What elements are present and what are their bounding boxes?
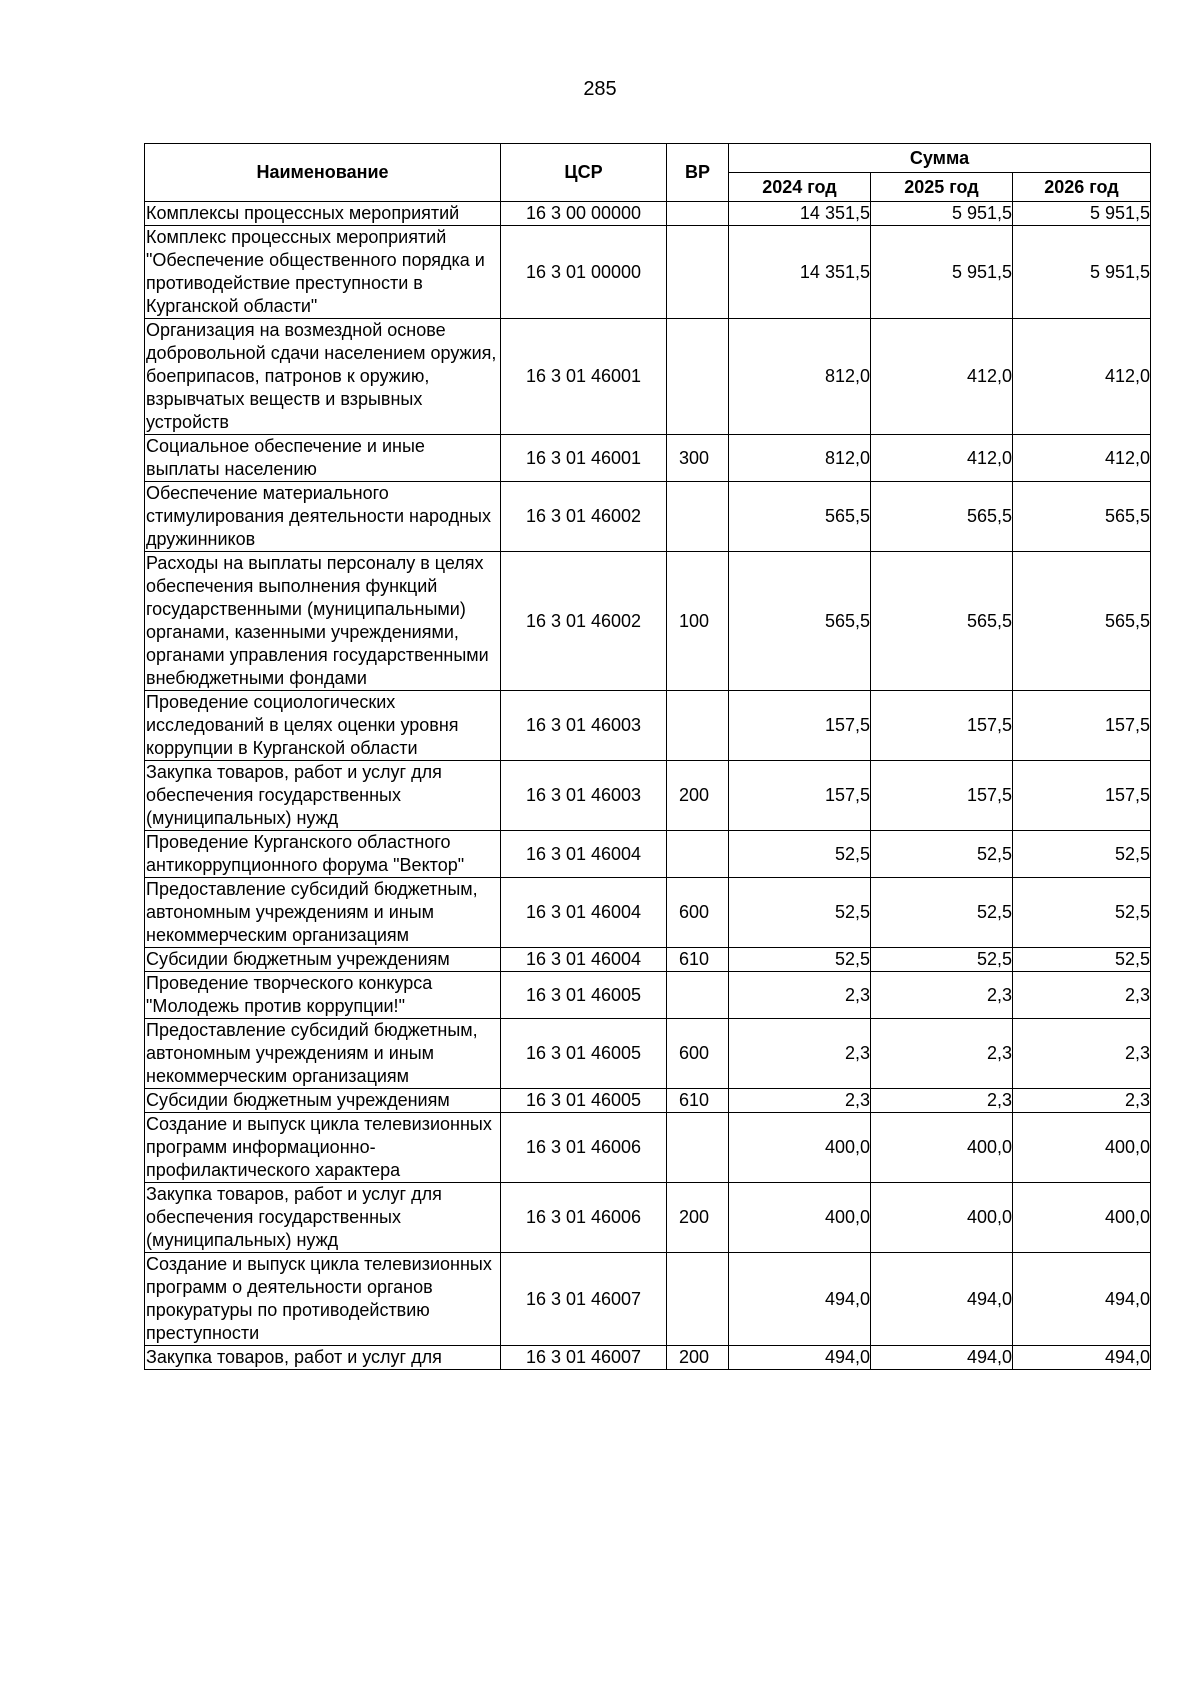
row-sum-2026: 494,0: [1013, 1253, 1151, 1346]
row-csr: 16 3 01 46002: [501, 552, 667, 691]
table-row: [145, 1019, 1151, 1089]
row-csr: 16 3 01 46004: [501, 948, 667, 972]
row-sum-2024: 157,5: [729, 691, 871, 761]
table-row: [145, 691, 1151, 761]
row-name: Закупка товаров, работ и услуг для: [145, 1346, 501, 1370]
row-vr: [667, 226, 729, 319]
row-name: Предоставление субсидий бюджетным, автономным учреждениям и иным некоммерческим организациям: [145, 878, 501, 948]
row-sum-2024: 565,5: [729, 552, 871, 691]
row-sum-2024: 565,5: [729, 482, 871, 552]
row-csr: 16 3 01 46001: [501, 319, 667, 435]
row-name: Создание и выпуск цикла телевизионных программ о деятельности органов прокуратуры по противодействию преступности: [145, 1253, 501, 1346]
row-csr: 16 3 01 46003: [501, 691, 667, 761]
row-sum-2026: 2,3: [1013, 972, 1151, 1019]
table-row: [145, 878, 1151, 948]
row-sum-2024: 14 351,5: [729, 226, 871, 319]
row-csr: 16 3 01 46005: [501, 1019, 667, 1089]
row-sum-2024: 2,3: [729, 972, 871, 1019]
row-sum-2025: 52,5: [871, 948, 1013, 972]
table-row: [145, 1346, 1151, 1370]
row-vr: [667, 831, 729, 878]
row-sum-2024: 52,5: [729, 878, 871, 948]
row-sum-2025: 400,0: [871, 1113, 1013, 1183]
row-sum-2024: 812,0: [729, 435, 871, 482]
row-vr: 600: [667, 1019, 729, 1089]
row-csr: 16 3 01 46005: [501, 972, 667, 1019]
row-sum-2026: 400,0: [1013, 1113, 1151, 1183]
table-row: [145, 831, 1151, 878]
row-vr: [667, 482, 729, 552]
row-name: Проведение социологических исследований в целях оценки уровня коррупции в Курганской области: [145, 691, 501, 761]
row-csr: 16 3 01 46005: [501, 1089, 667, 1113]
table-body: [145, 202, 1151, 1370]
row-name: Комплексы процессных мероприятий: [145, 202, 501, 226]
header-vr: ВР: [667, 144, 729, 202]
row-name: Предоставление субсидий бюджетным, автономным учреждениям и иным некоммерческим организациям: [145, 1019, 501, 1089]
row-csr: 16 3 00 00000: [501, 202, 667, 226]
page-number: 285: [583, 78, 617, 100]
table-row: [145, 972, 1151, 1019]
row-sum-2025: 52,5: [871, 878, 1013, 948]
row-name: Субсидии бюджетным учреждениям: [145, 1089, 501, 1113]
row-name: Проведение творческого конкурса "Молодежь против коррупции!": [145, 972, 501, 1019]
row-sum-2025: 400,0: [871, 1183, 1013, 1253]
table-row: [145, 319, 1151, 435]
row-csr: 16 3 01 46007: [501, 1346, 667, 1370]
table-row: [145, 948, 1151, 972]
row-sum-2026: 565,5: [1013, 482, 1151, 552]
row-csr: 16 3 01 46001: [501, 435, 667, 482]
row-sum-2026: 412,0: [1013, 319, 1151, 435]
table-row: [145, 1113, 1151, 1183]
row-name: Создание и выпуск цикла телевизионных программ информационно-профилактического характера: [145, 1113, 501, 1183]
row-vr: [667, 691, 729, 761]
row-name: Проведение Курганского областного антикоррупционного форума "Вектор": [145, 831, 501, 878]
row-csr: 16 3 01 46002: [501, 482, 667, 552]
header-name: Наименование: [145, 144, 501, 202]
row-sum-2025: 2,3: [871, 1019, 1013, 1089]
row-vr: 610: [667, 948, 729, 972]
table-row: [145, 552, 1151, 691]
table-row: [145, 226, 1151, 319]
row-sum-2025: 52,5: [871, 831, 1013, 878]
row-sum-2026: 565,5: [1013, 552, 1151, 691]
row-name: Организация на возмездной основе добровольной сдачи населением оружия, боеприпасов, патронов к оружию, взрывчатых веществ и взрывных устройств: [145, 319, 501, 435]
row-sum-2024: 494,0: [729, 1346, 871, 1370]
row-sum-2025: 565,5: [871, 482, 1013, 552]
row-sum-2024: 14 351,5: [729, 202, 871, 226]
row-csr: 16 3 01 46004: [501, 878, 667, 948]
row-sum-2026: 412,0: [1013, 435, 1151, 482]
row-sum-2026: 52,5: [1013, 878, 1151, 948]
row-vr: 100: [667, 552, 729, 691]
row-name: Социальное обеспечение и иные выплаты населению: [145, 435, 501, 482]
row-name: Субсидии бюджетным учреждениям: [145, 948, 501, 972]
row-sum-2024: 2,3: [729, 1019, 871, 1089]
row-vr: [667, 1113, 729, 1183]
row-sum-2026: 52,5: [1013, 948, 1151, 972]
row-sum-2024: 400,0: [729, 1113, 871, 1183]
table-header: [145, 144, 1151, 202]
row-vr: 300: [667, 435, 729, 482]
row-sum-2025: 2,3: [871, 972, 1013, 1019]
table-row: [145, 1183, 1151, 1253]
row-csr: 16 3 01 46007: [501, 1253, 667, 1346]
row-sum-2024: 52,5: [729, 831, 871, 878]
row-sum-2025: 5 951,5: [871, 202, 1013, 226]
row-name: Закупка товаров, работ и услуг для обеспечения государственных (муниципальных) нужд: [145, 761, 501, 831]
row-sum-2024: 52,5: [729, 948, 871, 972]
row-csr: 16 3 01 46006: [501, 1113, 667, 1183]
row-sum-2026: 494,0: [1013, 1346, 1151, 1370]
row-sum-2025: 157,5: [871, 691, 1013, 761]
table-row: [145, 1089, 1151, 1113]
row-sum-2025: 565,5: [871, 552, 1013, 691]
row-name: Расходы на выплаты персоналу в целях обеспечения выполнения функций государственными (муниципальными) органами, казенными учреждениями, органами управления государственными внебюджетными фондами: [145, 552, 501, 691]
row-sum-2025: 2,3: [871, 1089, 1013, 1113]
row-sum-2026: 2,3: [1013, 1019, 1151, 1089]
header-2025: 2025 год: [871, 173, 1013, 202]
row-sum-2026: 52,5: [1013, 831, 1151, 878]
header-sum: Сумма: [729, 144, 1151, 173]
row-sum-2025: 412,0: [871, 319, 1013, 435]
row-sum-2026: 157,5: [1013, 761, 1151, 831]
row-vr: 200: [667, 1183, 729, 1253]
row-sum-2026: 400,0: [1013, 1183, 1151, 1253]
row-vr: [667, 1253, 729, 1346]
row-sum-2024: 157,5: [729, 761, 871, 831]
row-sum-2025: 494,0: [871, 1253, 1013, 1346]
row-csr: 16 3 01 00000: [501, 226, 667, 319]
header-2026: 2026 год: [1013, 173, 1151, 202]
row-vr: [667, 202, 729, 226]
table-row: [145, 202, 1151, 226]
row-vr: 600: [667, 878, 729, 948]
row-vr: 610: [667, 1089, 729, 1113]
table-row: [145, 482, 1151, 552]
row-vr: 200: [667, 1346, 729, 1370]
row-name: Комплекс процессных мероприятий "Обеспечение общественного порядка и противодействие преступности в Курганской области": [145, 226, 501, 319]
row-sum-2025: 494,0: [871, 1346, 1013, 1370]
row-name: Закупка товаров, работ и услуг для обеспечения государственных (муниципальных) нужд: [145, 1183, 501, 1253]
row-name: Обеспечение материального стимулирования деятельности народных дружинников: [145, 482, 501, 552]
row-sum-2026: 157,5: [1013, 691, 1151, 761]
table-row: [145, 1253, 1151, 1346]
row-csr: 16 3 01 46004: [501, 831, 667, 878]
row-csr: 16 3 01 46003: [501, 761, 667, 831]
row-vr: [667, 319, 729, 435]
row-sum-2024: 2,3: [729, 1089, 871, 1113]
row-sum-2024: 494,0: [729, 1253, 871, 1346]
header-csr: ЦСР: [501, 144, 667, 202]
row-sum-2024: 400,0: [729, 1183, 871, 1253]
row-sum-2025: 412,0: [871, 435, 1013, 482]
row-vr: 200: [667, 761, 729, 831]
row-sum-2025: 5 951,5: [871, 226, 1013, 319]
row-sum-2026: 2,3: [1013, 1089, 1151, 1113]
table-row: [145, 761, 1151, 831]
row-csr: 16 3 01 46006: [501, 1183, 667, 1253]
row-sum-2026: 5 951,5: [1013, 202, 1151, 226]
header-2024: 2024 год: [729, 173, 871, 202]
budget-table: [144, 143, 1151, 1370]
row-sum-2025: 157,5: [871, 761, 1013, 831]
table-row: [145, 435, 1151, 482]
row-vr: [667, 972, 729, 1019]
row-sum-2026: 5 951,5: [1013, 226, 1151, 319]
row-sum-2024: 812,0: [729, 319, 871, 435]
